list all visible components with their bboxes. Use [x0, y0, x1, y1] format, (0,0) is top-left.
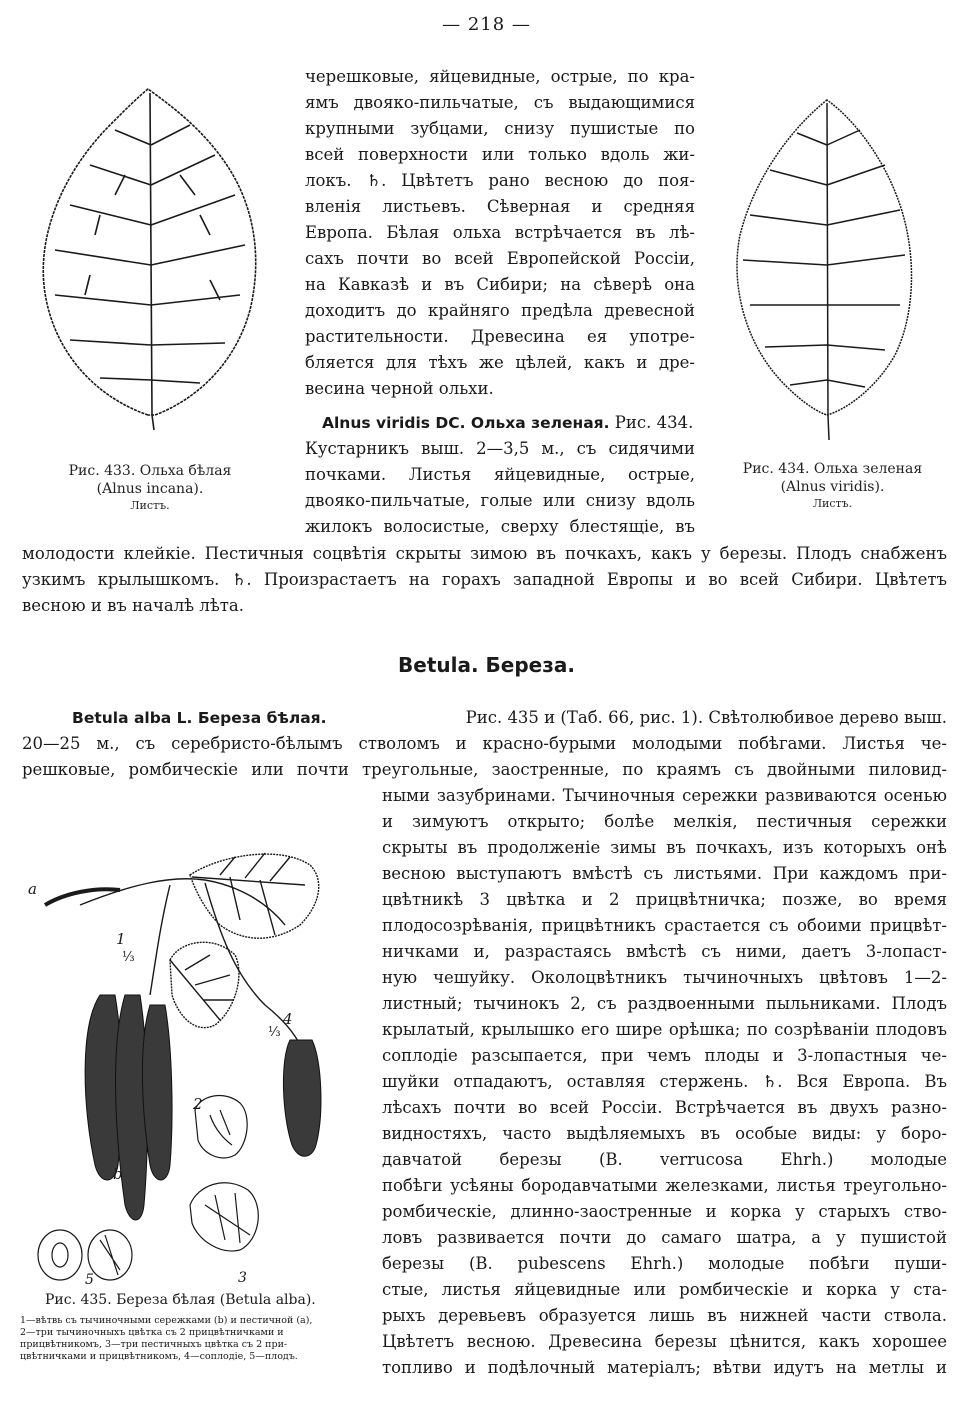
figure-label: 2 [193, 1095, 203, 1113]
text-line: весною и въ началѣ лѣта. [22, 596, 245, 615]
figure-433-latin: (Alnus incana). [96, 481, 204, 497]
text-line: видностяхъ, часто выдѣляемыхъ въ особые виды: у боро- [382, 1124, 947, 1143]
genus-heading: Betula. Береза. [398, 653, 575, 677]
text-line: растительности. Древесина ея употре- [305, 327, 695, 346]
text-line: узкимъ крылышкомъ. ♄. Произрастаетъ на горахъ западной Европы и во всей Сибири. Цвѣтетъ [22, 570, 947, 589]
text-line: цвѣтникѣ 3 цвѣтка и 2 прицвѣтничка; позже, во время [382, 890, 947, 909]
text-line: сахъ почти во всей Европейской Россіи, [305, 249, 695, 268]
text-line: двояко-пильчатые, голые или снизу вдоль [305, 491, 695, 510]
text-line: ловъ развивается почти до самаго шатра, а у пушистой [382, 1228, 947, 1247]
text-line: Цвѣтетъ весною. Древесина березы цѣнится, какъ хорошее [382, 1332, 947, 1351]
page-number: — 218 — [442, 14, 531, 35]
figure-434-title: Рис. 434. Ольха зеленая [742, 461, 923, 477]
text-line: вленія листьевъ. Сѣверная и средняя [305, 197, 695, 216]
figure-label: ⅓ [268, 1025, 281, 1040]
text-line: ромбическіе, длинно-заостренные и корка у старыхъ ство- [382, 1202, 947, 1221]
figure-label: a [28, 880, 37, 898]
text-line: плодосозрѣванія, прицвѣтникъ срастается съ обоими прицвѣт- [382, 916, 947, 935]
text-line: решковые, ромбическіе или почти треугольные, заостренные, по краямъ съ двойными пиловид- [22, 760, 947, 779]
text-line: бляется для тѣхъ же цѣлей, какъ и дре- [305, 353, 695, 372]
text-line: доходитъ до крайняго предѣла древесной [305, 301, 695, 320]
text-line: ными зазубринами. Тычиночныя сережки развиваются осенью [382, 786, 947, 805]
figure-label: 3 [238, 1270, 247, 1286]
figure-433-sub: Листъ. [130, 499, 170, 512]
alba-entry-first-line [72, 705, 947, 731]
betula-alba-illustration [20, 845, 375, 1295]
text-line: весною выступаютъ вмѣстѣ съ листьями. При каждомъ при- [382, 864, 947, 883]
text-line: давчатой березы (B. verrucosa Ehrh.) молодые [382, 1150, 947, 1169]
text-line: крылатый, крылышко его шире орѣшка; по созрѣваніи плодовъ [382, 1020, 947, 1039]
figure-435-legend-line: 2—три тычиночныхъ цвѣтка съ 2 прицвѣтничками и [20, 1327, 284, 1338]
text-line: Европа. Бѣлая ольха встрѣчается въ лѣ- [305, 223, 695, 242]
viridis-entry-heading [322, 410, 693, 436]
figure-434-sub: Листъ. [812, 497, 853, 510]
text-line: Кустарникъ выш. 2—3,5 м., съ сидячими [305, 439, 695, 458]
text-line: почками. Листья яйцевидные, острые, [305, 465, 695, 484]
figure-435-legend-line: прицвѣтникомъ, 3—три пестичныхъ цвѣтка съ 2 при- [20, 1339, 288, 1350]
text-line: стые, листья яйцевидные или ромбическіе и корка у ста- [382, 1280, 947, 1299]
figure-435-legend-line: цвѣтничками и прицвѣтникомъ, 4—соплодіе, 5—плодъ. [20, 1351, 298, 1362]
text-line: топливо и подѣлочный матеріалъ; вѣтви идутъ на метлы и [382, 1358, 947, 1377]
text-line: молодости клейкіе. Пестичныя соцвѣтія скрыты зимою въ почкахъ, какъ у березы. Плодъ снабженъ [22, 544, 947, 563]
figure-435-legend-line: 1—вѣтвь съ тычиночными сережками (b) и пестичной (a), [20, 1315, 313, 1326]
alba-intro: Рис. 435 и (Таб. 66, рис. 1). Свѣтолюбивое дерево выш. [465, 708, 947, 727]
text-line: и зимуютъ открыто; болѣе мелкія, пестичныя сережки [382, 812, 947, 831]
text-line: соплодіе разсыпается, при чемъ плоды и 3-лопастныя че- [382, 1046, 947, 1065]
text-line: жилокъ волосистые, сверху блестящіе, въ [305, 517, 695, 536]
figure-434-caption [725, 460, 940, 512]
text-line: лѣсахъ почти во всей Россіи. Встрѣчается въ двухъ разно- [382, 1098, 947, 1117]
text-line: скрыты въ продолженіе зимы въ почкахъ, изъ которыхъ онѣ [382, 838, 947, 857]
figure-label: 5 [85, 1272, 94, 1288]
figure-label: ⅓ [122, 950, 135, 965]
alba-title: Betula alba L. Береза бѣлая. [72, 709, 327, 727]
alnus-incana-leaf-illustration [30, 85, 270, 455]
text-line: березы (B. pubescens Ehrh.) молодые побѣги пуши- [382, 1254, 947, 1273]
figure-433-caption [40, 462, 260, 514]
text-line: ную чешуйку. Околоцвѣтникъ тычиночныхъ цвѣтовъ 1—2- [382, 968, 947, 987]
text-line: на Кавказѣ и въ Сибири; на сѣверѣ она [305, 275, 695, 294]
text-line: черешковые, яйцевидные, острые, по кра- [305, 67, 695, 86]
text-line: крупными зубцами, снизу пушистые по [305, 119, 695, 138]
figure-433-title: Рис. 433. Ольха бѣлая [68, 463, 232, 479]
figure-435-caption: Рис. 435. Береза бѣлая (Betula alba). [45, 1292, 316, 1308]
text-line: весина черной ольхи. [305, 379, 494, 398]
text-line: побѣги усѣяны бородавчатыми железками, листья треугольно- [382, 1176, 947, 1195]
text-line: локъ. ♄. Цвѣтетъ рано весною до поя- [305, 171, 695, 190]
text-line: ничками и, разрастаясь вмѣстѣ съ ними, даетъ 3-лопаст- [382, 942, 947, 961]
text-line: листный; тычинокъ 2, съ раздвоенными пыльниками. Плодъ [382, 994, 947, 1013]
alnus-viridis-leaf-illustration [725, 95, 925, 445]
text-line: ямъ двояко-пильчатые, съ выдающимися [305, 93, 695, 112]
text-line: рыхъ деревьевъ образуется лишь въ нижней части ствола. [382, 1306, 947, 1325]
text-line: всей поверхности или только вдоль жи- [305, 145, 695, 164]
figure-434-latin: (Alnus viridis). [780, 479, 885, 495]
text-line: 20—25 м., съ серебристо-бѣлымъ стволомъ и красно-бурыми молодыми побѣгами. Листья че- [22, 734, 947, 753]
viridis-title: Alnus viridis DC. Ольха зеленая. [322, 414, 610, 432]
figure-label: 4 [283, 1010, 293, 1028]
figure-label: b [113, 1165, 123, 1183]
text-line: шуйки отпадаютъ, оставляя стержень. ♄. Вся Европа. Въ [382, 1072, 947, 1091]
figure-label: 1 [116, 930, 126, 948]
viridis-figure-ref: Рис. 434. [614, 413, 694, 432]
